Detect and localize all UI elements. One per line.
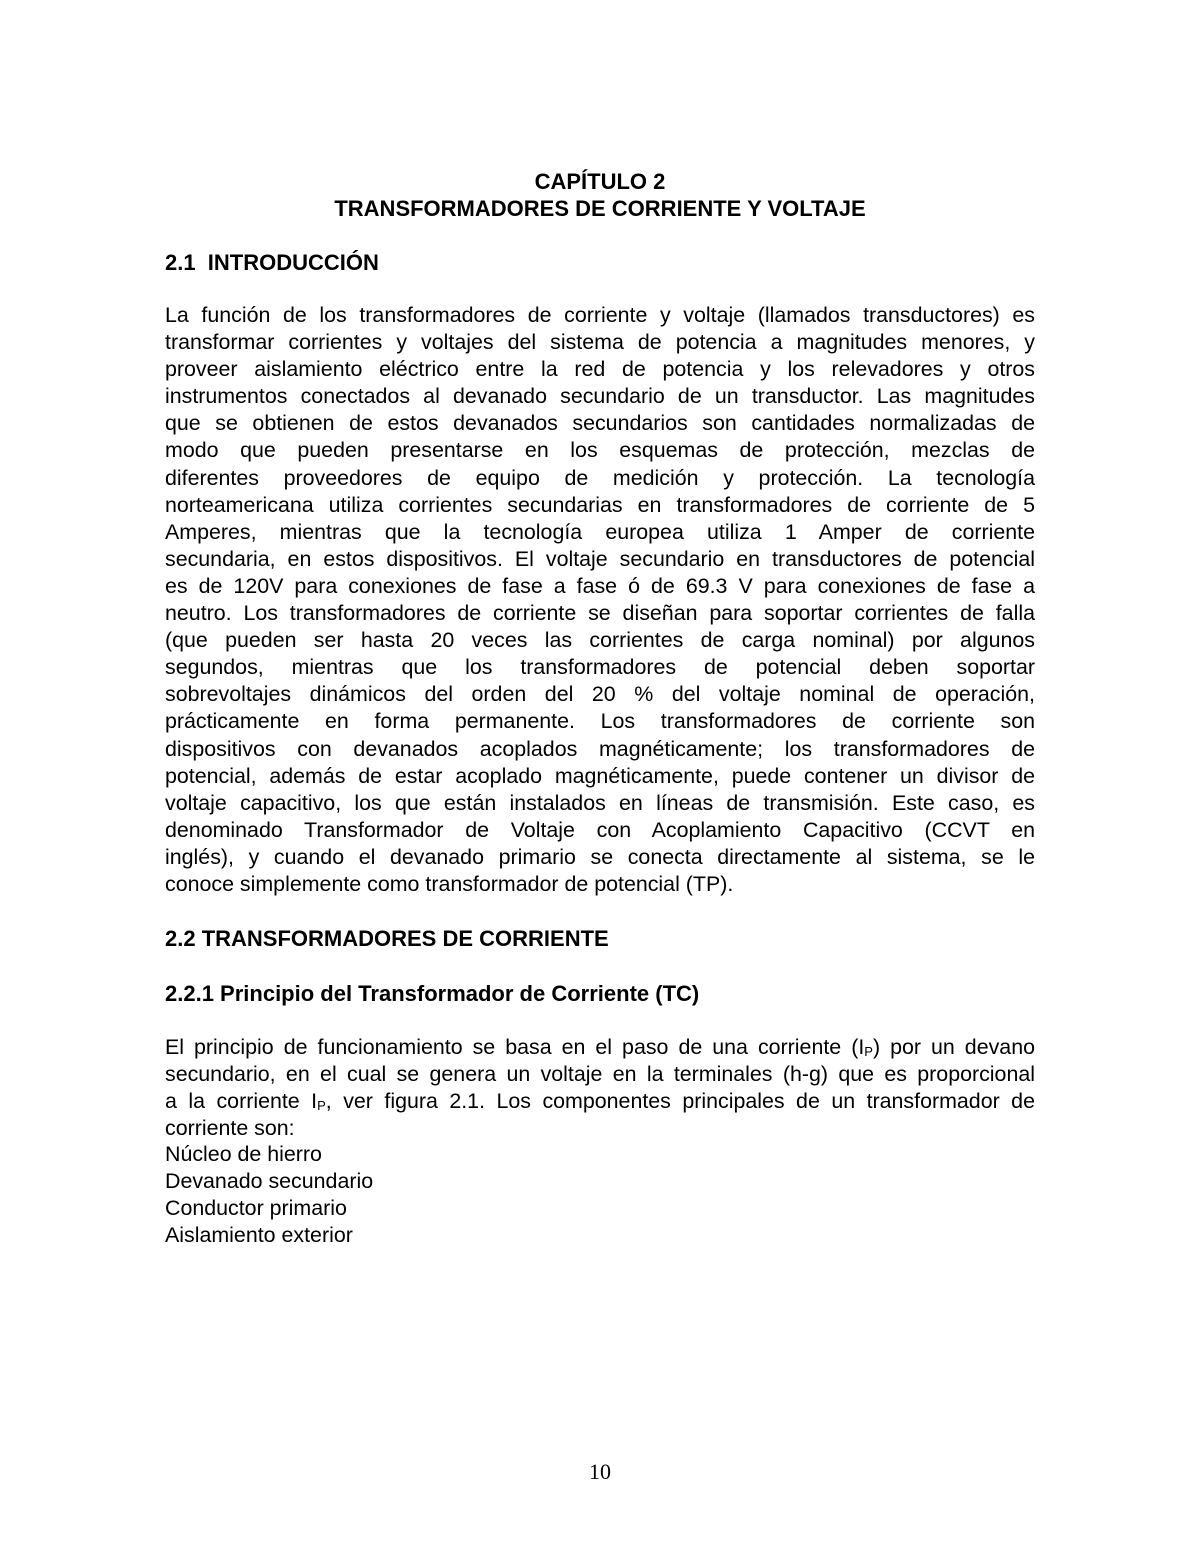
- paragraph-line: modo que pueden presentarse en los esquemas de protección, mezclas de: [165, 438, 1035, 463]
- line-text: El principio de funcionamiento se basa en el paso de una corriente (I: [165, 1035, 865, 1059]
- paragraph-line: potencial, además de estar acoplado magnéticamente, puede contener un divisor de: [165, 763, 1035, 788]
- subscript-p: P: [864, 1044, 873, 1059]
- ct-principle-paragraph: [165, 1034, 1035, 1142]
- line-text: , ver figura 2.1. Los componentes principales de un transformador de: [325, 1089, 1035, 1114]
- subsection-heading-ct-principle: 2.2.1 Principio del Transformador de Corriente (TC): [165, 981, 700, 1006]
- introduction-paragraph: [165, 302, 1035, 898]
- subscript-p: P: [317, 1098, 326, 1114]
- paragraph-line: dispositivos con devanados acoplados magnéticamente; los transformadores de: [165, 736, 1035, 761]
- paragraph-line: secundario, en el cual se genera un voltaje en la terminales (h-g) que es proporcional: [165, 1062, 1035, 1087]
- chapter-number: CAPÍTULO 2: [534, 169, 666, 194]
- line-text: ) por un devano: [872, 1035, 1035, 1059]
- list-item: Devanado secundario: [165, 1169, 374, 1194]
- paragraph-line: corriente son:: [165, 1116, 295, 1141]
- paragraph-line: es de 120V para conexiones de fase a fase ó de 69.3 V para conexiones de fase a: [165, 573, 1035, 598]
- paragraph-line: Amperes, mientras que la tecnología europea utiliza 1 Amper de corriente: [165, 519, 1035, 544]
- paragraph-line: sobrevoltajes dinámicos del orden del 20 % del voltaje nominal de operación,: [165, 682, 1035, 707]
- list-item: Aislamiento exterior: [165, 1223, 353, 1248]
- line-text: a la corriente I: [165, 1089, 318, 1114]
- components-list: [165, 1141, 373, 1249]
- paragraph-line: (que pueden ser hasta 20 veces las corrientes de carga nominal) por algunos: [165, 628, 1035, 653]
- paragraph-line: secundaria, en estos dispositivos. El voltaje secundario en transductores de potencial: [165, 546, 1035, 571]
- chapter-title: TRANSFORMADORES DE CORRIENTE Y VOLTAJE: [334, 196, 866, 221]
- paragraph-line: proveer aislamiento eléctrico entre la red de potencia y los relevadores y otros: [165, 357, 1035, 382]
- paragraph-line: [165, 1088, 1035, 1115]
- section-heading-current-transformers: 2.2 TRANSFORMADORES DE CORRIENTE: [165, 926, 609, 951]
- paragraph-line: conoce simplemente como transformador de potencial (TP).: [165, 871, 734, 896]
- paragraph-line: prácticamente en forma permanente. Los transformadores de corriente son: [165, 709, 1035, 734]
- paragraph-line: La función de los transformadores de corriente y voltaje (llamados transductores) es: [165, 303, 1035, 327]
- list-item: Conductor primario: [165, 1196, 347, 1221]
- paragraph-line: denominado Transformador de Voltaje con Acoplamiento Capacitivo (CCVT en: [165, 817, 1035, 842]
- paragraph-line: inglés), y cuando el devanado primario se conecta directamente al sistema, se le: [165, 844, 1035, 869]
- page-number: 10: [589, 1459, 611, 1484]
- paragraph-line: norteamericana utiliza corrientes secundarias en transformadores de corriente de 5: [165, 492, 1035, 517]
- paragraph-line: neutro. Los transformadores de corriente se diseñan para soportar corrientes de falla: [165, 601, 1035, 626]
- paragraph-line: instrumentos conectados al devanado secundario de un transductor. Las magnitudes: [165, 384, 1035, 409]
- paragraph-line: segundos, mientras que los transformadores de potencial deben soportar: [165, 655, 1035, 680]
- paragraph-line: transformar corrientes y voltajes del sistema de potencia a magnitudes menores, y: [165, 330, 1035, 355]
- paragraph-line: [165, 1034, 1035, 1061]
- list-item: Núcleo de hierro: [165, 1142, 322, 1166]
- paragraph-line: diferentes proveedores de equipo de medición y protección. La tecnología: [165, 465, 1035, 490]
- paragraph-line: que se obtienen de estos devanados secundarios son cantidades normalizadas de: [165, 411, 1035, 436]
- paragraph-line: voltaje capacitivo, los que están instalados en líneas de transmisión. Este caso, es: [165, 790, 1035, 815]
- section-heading-introduction: 2.1 INTRODUCCIÓN: [165, 250, 379, 275]
